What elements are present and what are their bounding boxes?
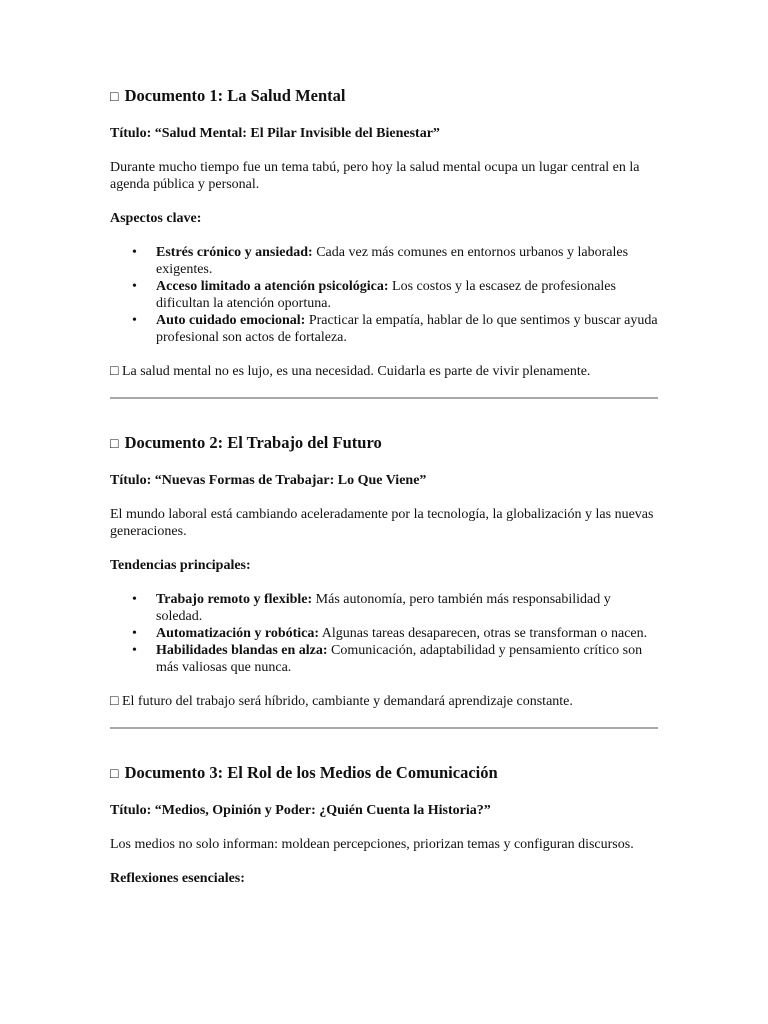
bullet-icon: • bbox=[132, 626, 137, 641]
list-item-term: Trabajo remoto y flexible: bbox=[156, 592, 313, 607]
section-divider bbox=[110, 397, 658, 399]
list-item bbox=[110, 591, 658, 625]
key-points-list bbox=[110, 244, 658, 346]
list-item bbox=[110, 312, 658, 346]
list-item-text: Más autonomía, pero también más responsabilidad y soledad. bbox=[156, 592, 611, 624]
list-item-text: Practicar la empatía, hablar de lo que sentimos y buscar ayuda profesional son actos de fortaleza. bbox=[156, 313, 658, 345]
document-intro: Durante mucho tiempo fue un tema tabú, pero hoy la salud mental ocupa un lugar central en la agenda pública y personal. bbox=[110, 160, 640, 192]
document-heading-text: Documento 3: El Rol de los Medios de Comunicación bbox=[124, 763, 498, 782]
list-item-text: Comunicación, adaptabilidad y pensamiento crítico son más valiosas que nunca. bbox=[156, 643, 643, 675]
bullet-icon: • bbox=[132, 245, 137, 260]
placeholder-box-icon: □ bbox=[110, 694, 119, 709]
key-points-list bbox=[110, 591, 658, 676]
closing-statement bbox=[110, 693, 658, 710]
document-section-1 bbox=[110, 86, 658, 380]
document-section-2 bbox=[110, 433, 658, 710]
document-section-3 bbox=[110, 763, 658, 887]
list-item-text: Los costos y la escasez de profesionales dificultan la atención oportuna. bbox=[156, 279, 616, 311]
placeholder-box-icon: □ bbox=[110, 364, 119, 379]
section-label: Reflexiones esenciales: bbox=[110, 871, 245, 886]
closing-text: La salud mental no es lujo, es una necesidad. Cuidarla es parte de vivir plenamente. bbox=[118, 364, 591, 379]
document-heading bbox=[110, 433, 658, 455]
document-intro: El mundo laboral está cambiando aceleradamente por la tecnología, la globalización y las nuevas generaciones. bbox=[110, 507, 654, 539]
list-item-term: Habilidades blandas en alza: bbox=[156, 643, 328, 658]
document-heading bbox=[110, 86, 658, 108]
bullet-icon: • bbox=[132, 313, 137, 328]
list-item-term: Acceso limitado a atención psicológica: bbox=[156, 279, 389, 294]
list-item-term: Auto cuidado emocional: bbox=[156, 313, 306, 328]
section-label: Tendencias principales: bbox=[110, 558, 251, 573]
list-item bbox=[110, 625, 658, 642]
document-heading bbox=[110, 763, 658, 785]
list-item bbox=[110, 642, 658, 676]
placeholder-box-icon: □ bbox=[110, 90, 119, 105]
list-item-text: Algunas tareas desaparecen, otras se transforman o nacen. bbox=[319, 626, 648, 641]
document-heading-text: Documento 1: La Salud Mental bbox=[124, 86, 346, 105]
list-item-term: Automatización y robótica: bbox=[156, 626, 320, 641]
list-item bbox=[110, 278, 658, 312]
bullet-icon: • bbox=[132, 279, 137, 294]
document-intro: Los medios no solo informan: moldean percepciones, priorizan temas y configuran discursos. bbox=[110, 837, 634, 852]
closing-text: El futuro del trabajo será híbrido, cambiante y demandará aprendizaje constante. bbox=[118, 694, 573, 709]
document-title: Título: “Salud Mental: El Pilar Invisible del Bienestar” bbox=[110, 126, 440, 141]
document-title: Título: “Nuevas Formas de Trabajar: Lo Que Viene” bbox=[110, 473, 427, 488]
placeholder-box-icon: □ bbox=[110, 437, 119, 452]
list-item bbox=[110, 244, 658, 278]
bullet-icon: • bbox=[132, 592, 137, 607]
list-item-text: Cada vez más comunes en entornos urbanos y laborales exigentes. bbox=[156, 245, 629, 277]
list-item-term: Estrés crónico y ansiedad: bbox=[156, 245, 313, 260]
section-label: Aspectos clave: bbox=[110, 211, 202, 226]
document-page bbox=[110, 86, 658, 904]
document-heading-text: Documento 2: El Trabajo del Futuro bbox=[124, 433, 382, 452]
document-title: Título: “Medios, Opinión y Poder: ¿Quién Cuenta la Historia?” bbox=[110, 803, 491, 818]
section-divider bbox=[110, 727, 658, 729]
placeholder-box-icon: □ bbox=[110, 767, 119, 782]
bullet-icon: • bbox=[132, 643, 137, 658]
closing-statement bbox=[110, 363, 658, 380]
